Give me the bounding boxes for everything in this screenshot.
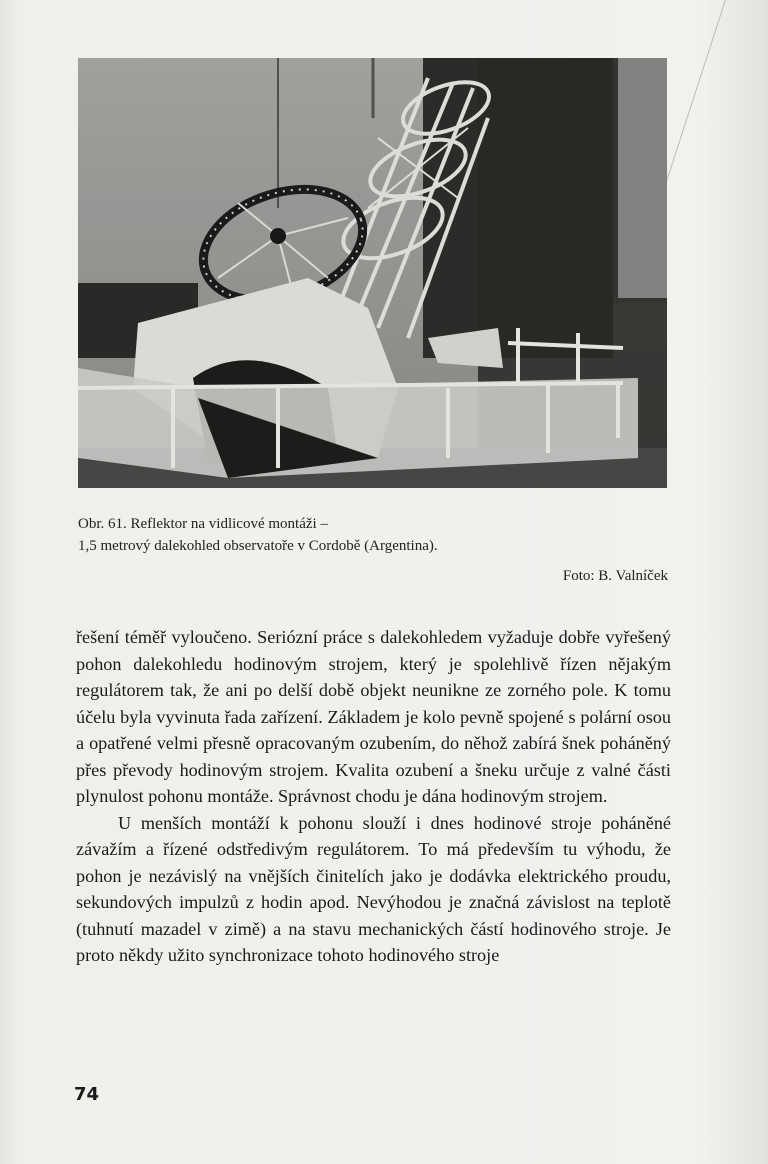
body-text: [76, 624, 671, 969]
page-number: 74: [74, 1084, 100, 1105]
paragraph-1: řešení téměř vyloučeno. Seriózní práce s dalekohledem vyžaduje dobře vyřešený pohon dalekohledu hodinovým strojem, který je spolehlivě řízen nějakým regulátorem tak, že ani po delší době objekt neunikne ze zorného pole. K tomu účelu byla vyvinuta řada zařízení. Základem je kolo pevně spojené s polární osou a opatřené velmi přesně opracovaným ozubením, do něhož zabírá šnek poháněný přes převody hodinovým strojem. Kvalita ozubení a šneku určuje z valné části plynulost pohonu montáže. Správnost chodu je dána hodinovým strojem.: [76, 627, 671, 806]
caption-line-2: 1,5 metrový dalekohled observatoře v Cordobě (Argentina).: [78, 538, 438, 554]
figure-caption: [78, 513, 668, 587]
paragraph-2: U menších montáží k pohonu slouží i dnes hodinové stroje poháněné závažím a řízené odstředivým regulátorem. To má především tu výhodu, že pohon je nezávislý na vnějších činitelích jako je dodávka elektrického proudu, sekundových impulzů z hodin apod. Nevýhodou je značná závislost na teplotě (tuhnutí mazadel v zimě) a na stavu mechanických částí hodinového stroje. Je proto někdy užito synchronizace tohoto hodinového stroje: [76, 812, 671, 965]
page-edge-mark: [663, 0, 728, 191]
photo-credit: Foto: B. Valníček: [562, 568, 668, 584]
telescope-illustration: [78, 58, 667, 488]
telescope-photograph: [78, 58, 667, 488]
caption-line-1: Obr. 61. Reflektor na vidlicové montáži –: [78, 516, 328, 532]
